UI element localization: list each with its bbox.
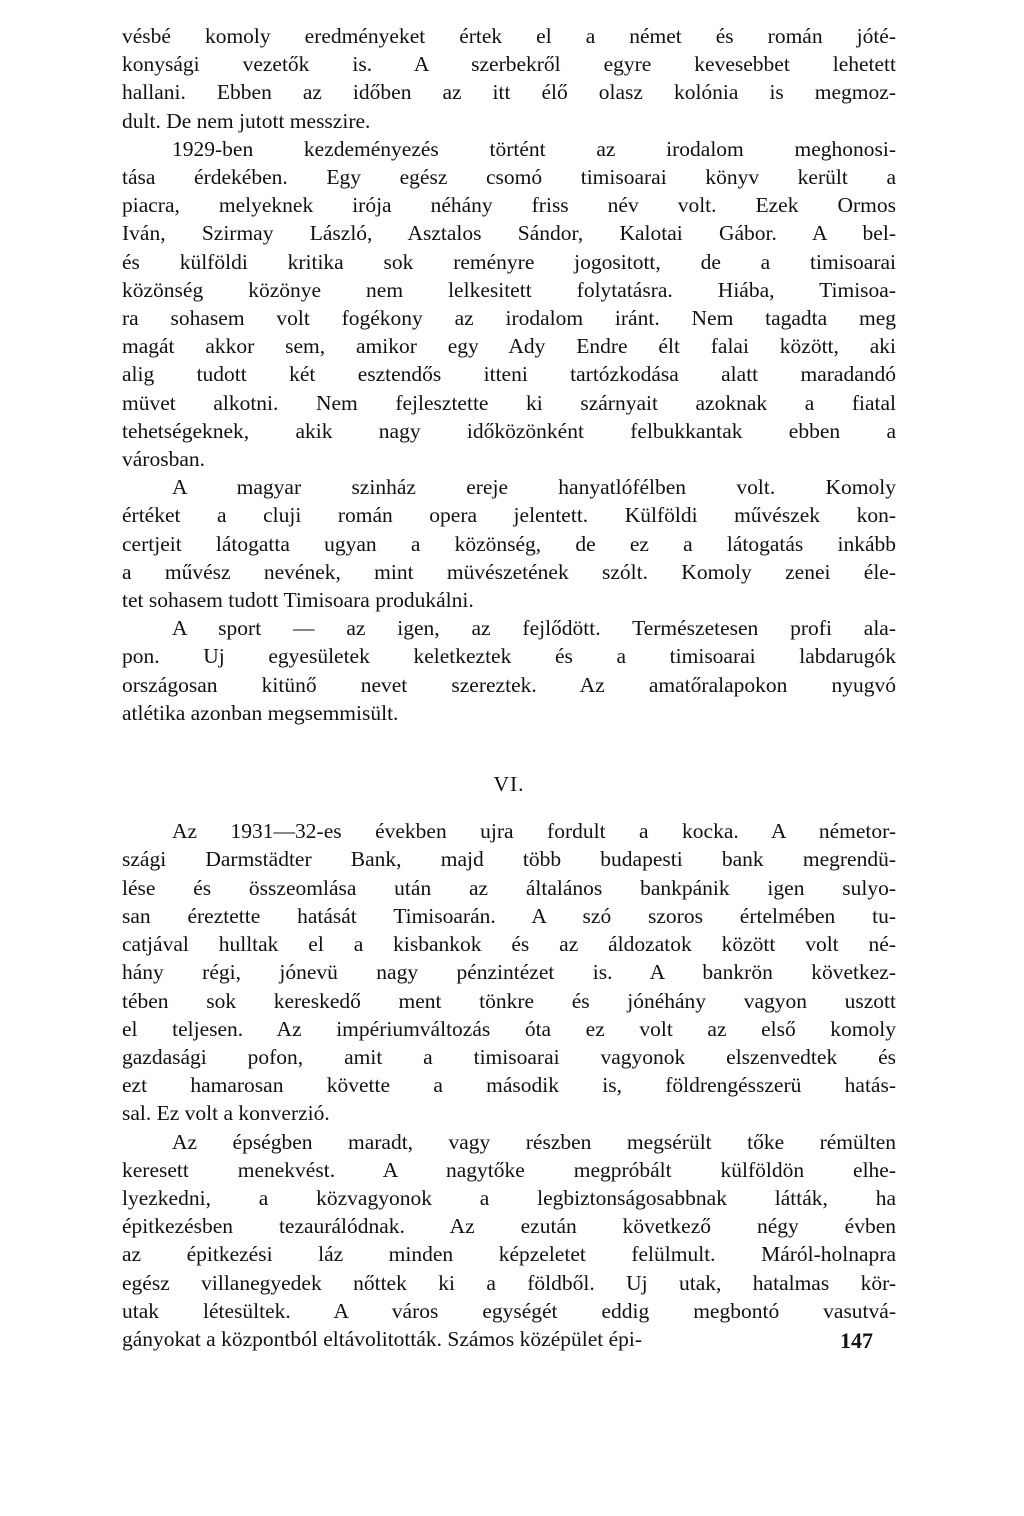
text-line: lyezkedni, a közvagyonok a legbiztonságosabbnak látták, ha: [122, 1185, 896, 1210]
text-after-chapter: [122, 817, 896, 1353]
text-line: és külföldi kritika sok reményre jogositott, de a timisoarai: [122, 249, 896, 274]
text-line: ezt hamarosan követte a második is, földrengésszerü hatás-: [122, 1073, 896, 1098]
page-number: 147: [840, 1328, 873, 1353]
page-body: [122, 22, 896, 1353]
text-line: dult. De nem jutott messzire.: [122, 108, 371, 133]
text-line: san éreztette hatását Timisoarán. A szó szoros értelmében tu-: [122, 903, 896, 928]
text-line: közönség közönye nem lelkesitett folytatásra. Hiába, Timisoa-: [122, 277, 896, 302]
text-line: utak létesültek. A város egységét eddig megbontó vasutvá-: [122, 1298, 896, 1323]
text-line: egész villanegyedek nőttek ki a földből. Uj utak, hatalmas kör-: [122, 1270, 896, 1295]
text-line: épitkezésben tezaurálódnak. Az ezután következő négy évben: [122, 1214, 896, 1239]
text-line: hány régi, jónevü nagy pénzintézet is. A bankrön következ-: [122, 960, 896, 985]
paragraph: [122, 614, 896, 727]
text-line: keresett menekvést. A nagytőke megpróbált külföldön elhe-: [122, 1157, 896, 1182]
text-line: magát akkor sem, amikor egy Ady Endre élt falai között, aki: [122, 334, 896, 359]
paragraph: [122, 135, 896, 473]
paragraph: [122, 473, 896, 614]
text-line: pon. Uj egyesületek keletkeztek és a timisoarai labdarugók: [122, 644, 896, 669]
chapter-heading: VI.: [493, 772, 525, 797]
text-line: Iván, Szirmay László, Asztalos Sándor, Kalotai Gábor. A bel-: [122, 221, 896, 246]
text-line: vésbé komoly eredményeket értek el a német és román jóté-: [122, 24, 896, 48]
text-line: atlétika azonban megsemmisült.: [122, 700, 399, 725]
text-line: sal. Ez volt a konverzió.: [122, 1101, 330, 1126]
text-line: lése és összeomlása után az általános bankpánik igen sulyo-: [122, 875, 896, 900]
text-line: müvet alkotni. Nem fejlesztette ki szárnyait azoknak a fiatal: [122, 390, 896, 415]
text-line: ra sohasem volt fogékony az irodalom iránt. Nem tagadta meg: [122, 306, 896, 331]
paragraph: [122, 1128, 896, 1354]
text-before-chapter: [122, 22, 896, 727]
text-line: a művész nevének, mint müvészetének szólt. Komoly zenei éle-: [122, 559, 896, 584]
text-line: értéket a cluji román opera jelentett. Külföldi művészek kon-: [122, 503, 896, 528]
paragraph: [122, 817, 896, 1127]
paragraph: [122, 22, 896, 135]
text-line: hallani. Ebben az időben az itt élő olasz kolónia is megmoz-: [122, 80, 896, 105]
text-line: 1929-ben kezdeményezés történt az irodalom meghonosi-: [172, 136, 896, 161]
text-line: tet sohasem tudott Timisoara produkálni.: [122, 588, 474, 613]
text-line: gazdasági pofon, amit a timisoarai vagyonok elszenvedtek és: [122, 1044, 896, 1069]
text-line: Az 1931—32-es években ujra fordult a kocka. A németor-: [172, 819, 896, 844]
text-line: tehetségeknek, akik nagy időközönként felbukkantak ebben a: [122, 418, 896, 443]
text-line: el teljesen. Az impériumváltozás óta ez volt az első komoly: [122, 1016, 896, 1041]
text-line: alig tudott két esztendős itteni tartózkodása alatt maradandó: [122, 362, 896, 387]
text-line: Az épségben maradt, vagy részben megsérült tőke rémülten: [172, 1129, 896, 1154]
text-line: szági Darmstädter Bank, majd több budapesti bank megrendü-: [122, 847, 896, 872]
text-line: tása érdekében. Egy egész csomó timisoarai könyv került a: [122, 165, 896, 190]
text-line: az épitkezési láz minden képzeletet felülmult. Máról-holnapra: [122, 1242, 896, 1267]
text-line: A magyar szinház ereje hanyatlófélben volt. Komoly: [172, 475, 896, 500]
text-line: catjával hulltak el a kisbankok és az áldozatok között volt né-: [122, 932, 896, 957]
text-line: A sport — az igen, az fejlődött. Természetesen profi ala-: [172, 616, 896, 641]
text-line: tében sok kereskedő ment tönkre és jónéhány vagyon uszott: [122, 988, 896, 1013]
text-line: gányokat a központból eltávolitották. Számos középület épi-: [122, 1326, 643, 1351]
text-line: piacra, melyeknek irója néhány friss név volt. Ezek Ormos: [122, 193, 896, 218]
text-line: városban.: [122, 447, 205, 472]
text-line: országosan kitünő nevet szereztek. Az amatőralapokon nyugvó: [122, 672, 896, 697]
text-line: konysági vezetők is. A szerbekről egyre kevesebbet lehetett: [122, 52, 896, 77]
text-line: certjeit látogatta ugyan a közönség, de ez a látogatás inkább: [122, 531, 896, 556]
